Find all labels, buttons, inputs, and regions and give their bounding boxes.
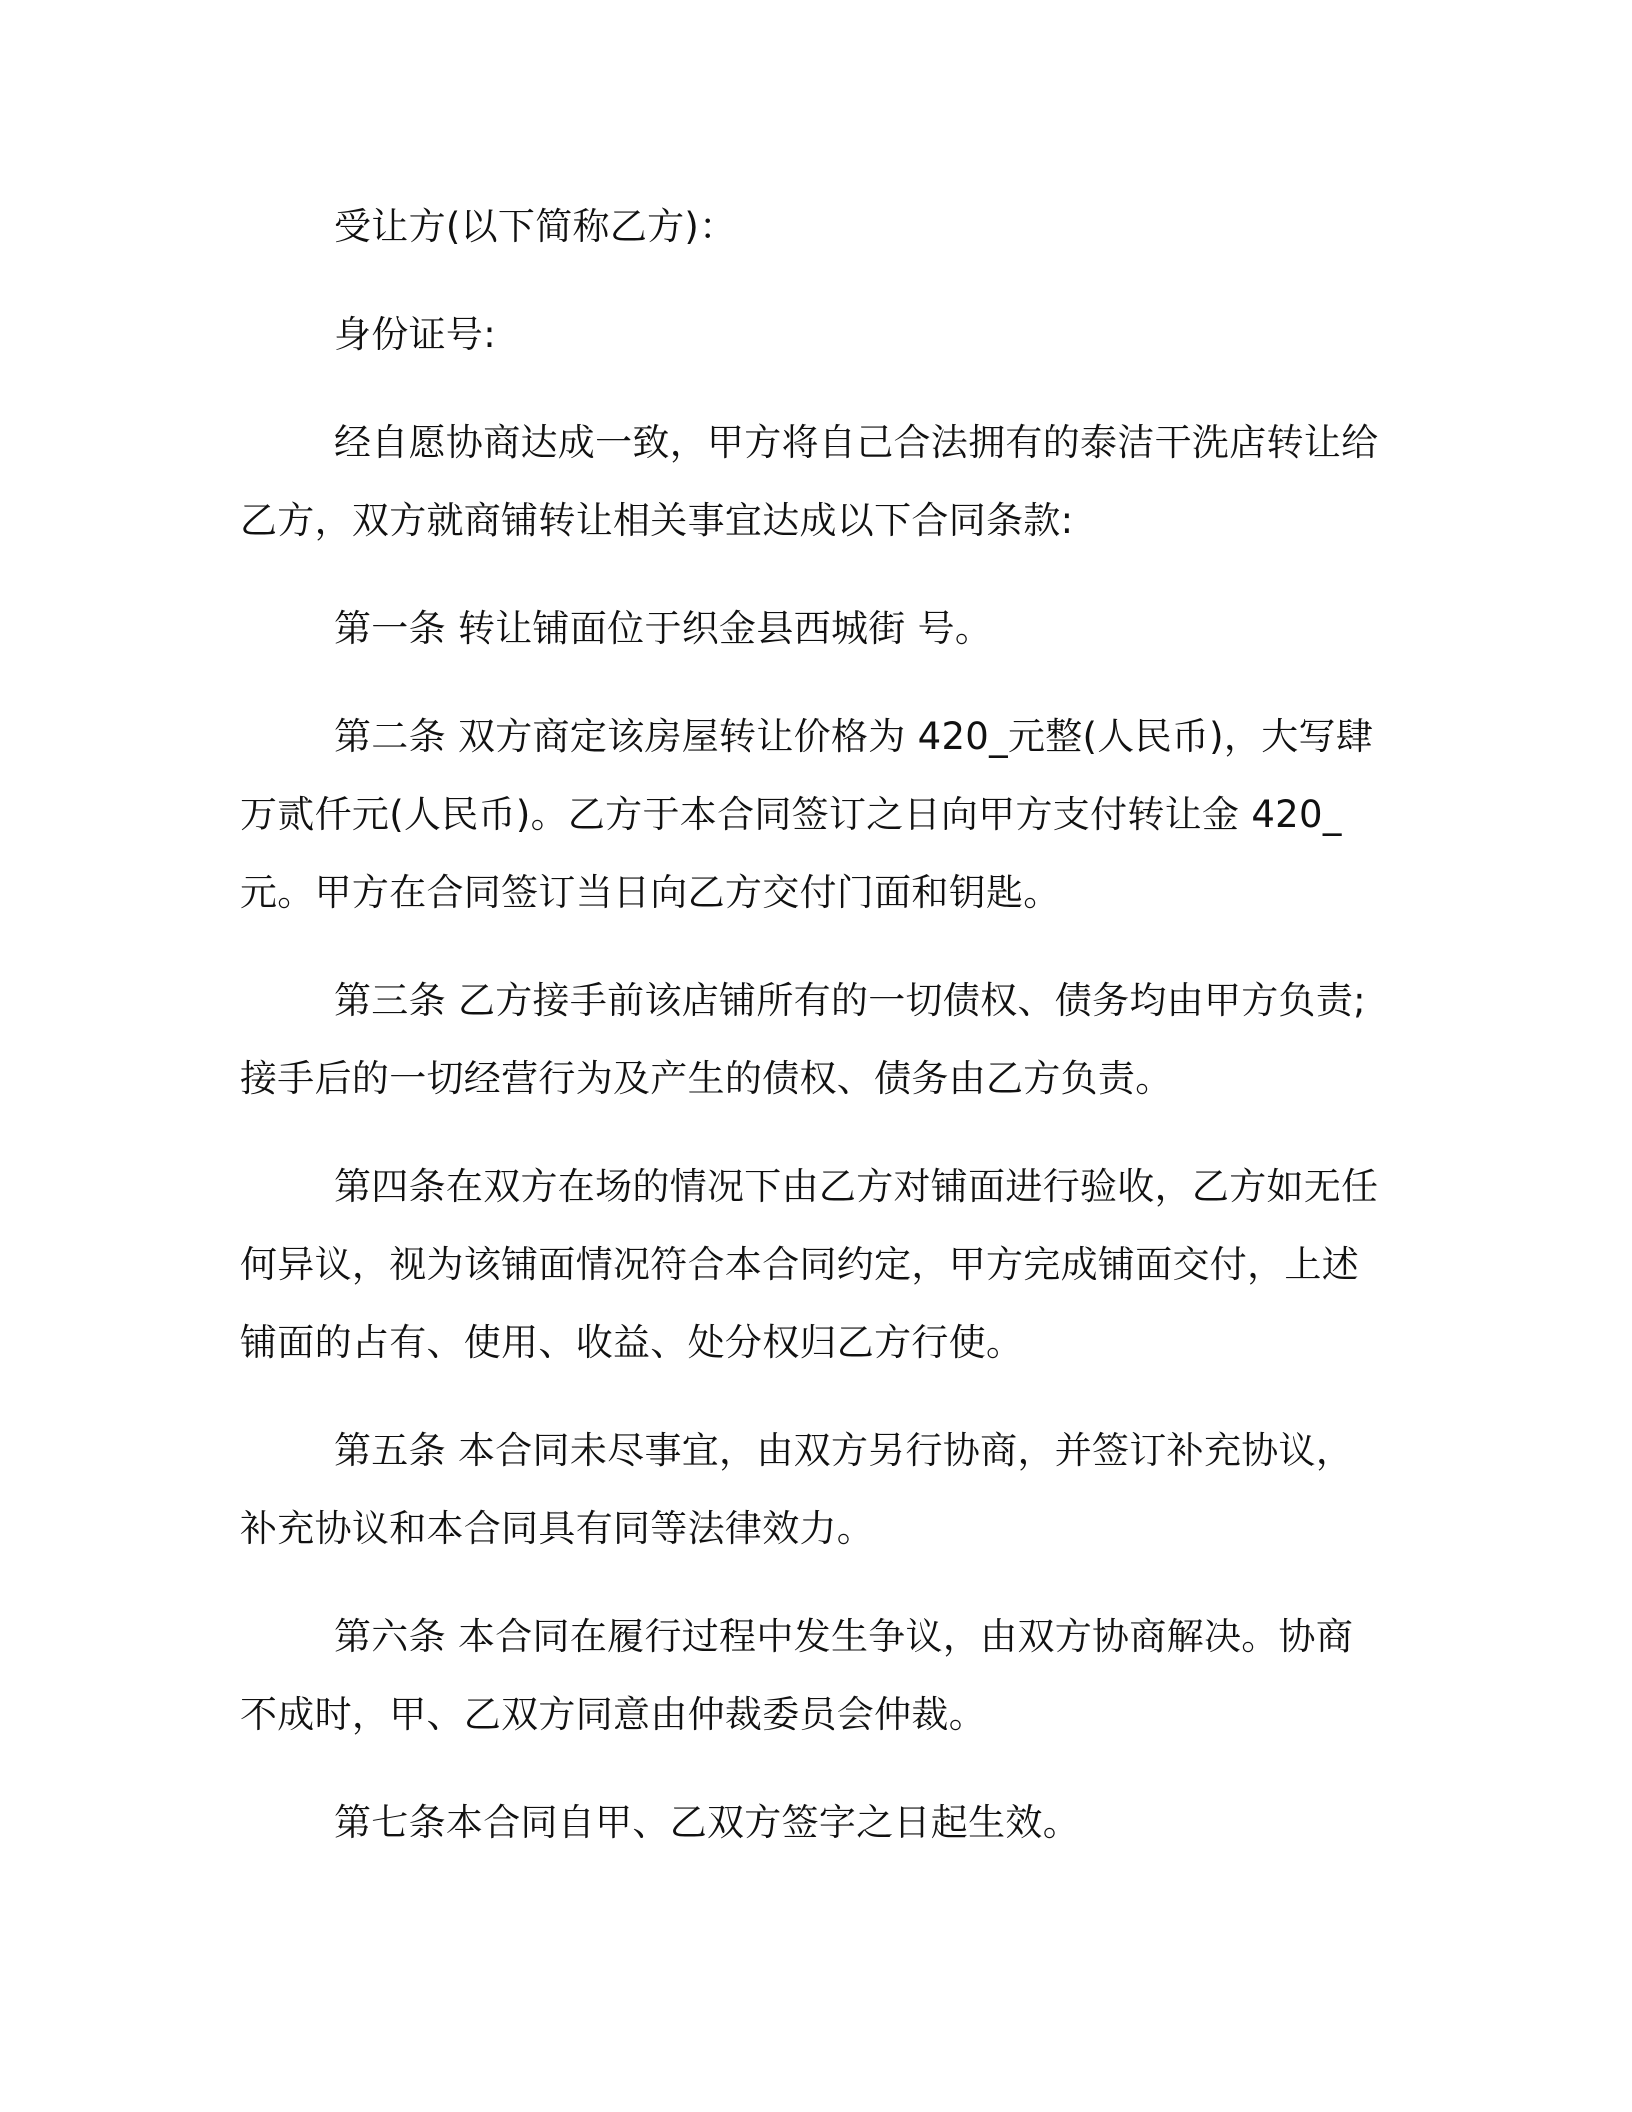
article-2: 第二条 双方商定该房屋转让价格为 420_元整(人民币)，大写肆万贰仟元(人民币)。乙方于本合同签订之日向甲方支付转让金 420_元。甲方在合同签订当日向乙方交付门面和钥匙。 [240,715,1374,914]
document-body [240,188,1390,1862]
paragraph-gap [240,1754,1390,1784]
paragraph-gap [240,374,1390,404]
paragraph-gap [240,560,1390,590]
article-1: 第一条 转让铺面位于织金县西城街 号。 [334,607,993,650]
transferee-line: 受让方(以下简称乙方)： [334,205,737,248]
paragraph-gap [240,668,1390,698]
preamble-paragraph: 经自愿协商达成一致，甲方将自己合法拥有的泰洁干洗店转让给乙方，双方就商铺转让相关事宜达成以下合同条款: [240,421,1379,542]
article-7: 第七条本合同自甲、乙双方签字之日起生效。 [334,1801,1080,1844]
id-number-line: 身份证号: [334,313,496,356]
article-6: 第六条 本合同在履行过程中发生争议，由双方协商解决。协商不成时，甲、乙双方同意由仲裁委员会仲裁。 [240,1615,1354,1736]
paragraph-gap [240,932,1390,962]
article-4: 第四条在双方在场的情况下由乙方对铺面进行验收，乙方如无任何异议，视为该铺面情况符合本合同约定，甲方完成铺面交付，上述铺面的占有、使用、收益、处分权归乙方行使。 [240,1165,1379,1364]
paragraph-gap [240,1118,1390,1148]
article-5: 第五条 本合同未尽事宜，由双方另行协商，并签订补充协议，补充协议和本合同具有同等法律效力。 [240,1429,1354,1550]
article-3: 第三条 乙方接手前该店铺所有的一切债权、债务均由甲方负责;接手后的一切经营行为及产生的债权、债务由乙方负责。 [240,979,1366,1100]
paragraph-gap [240,1568,1390,1598]
paragraph-gap [240,266,1390,296]
paragraph-gap [240,1382,1390,1412]
